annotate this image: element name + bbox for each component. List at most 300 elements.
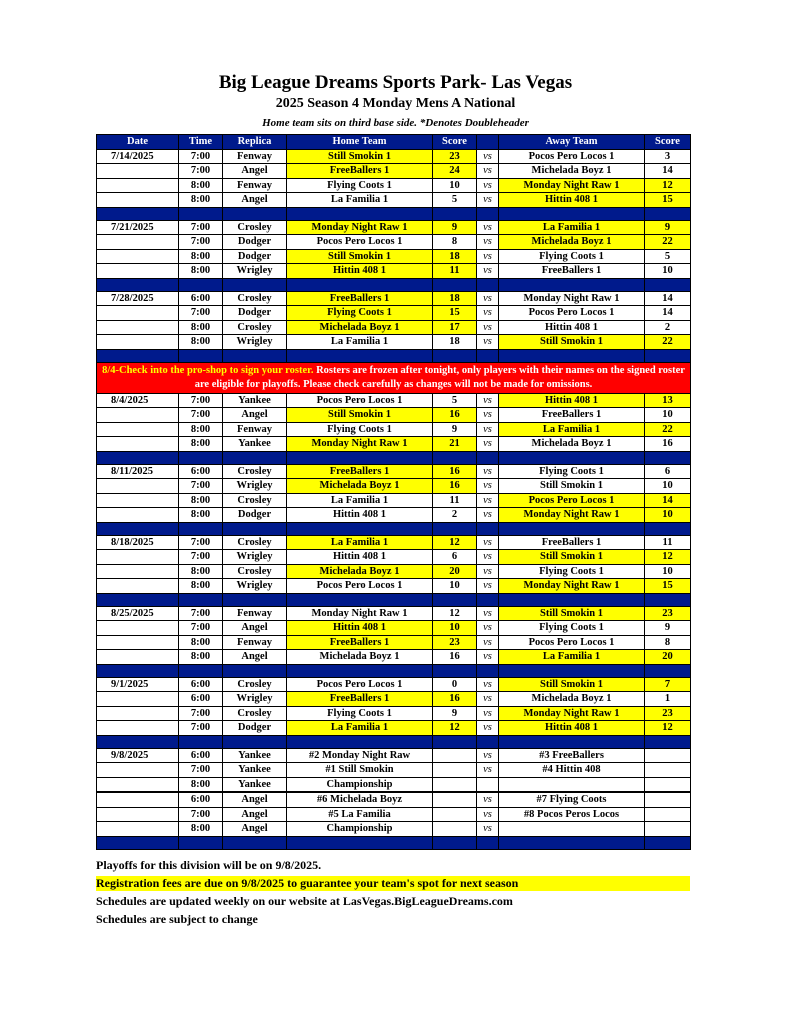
game-replica: Angel <box>223 408 287 423</box>
away-score: 12 <box>645 550 691 565</box>
home-score <box>433 792 477 807</box>
separator-cell <box>477 451 499 464</box>
away-score: 1 <box>645 692 691 707</box>
away-team: Pocos Pero Locos 1 <box>499 306 645 321</box>
home-team: Pocos Pero Locos 1 <box>287 393 433 408</box>
separator-cell <box>499 451 645 464</box>
home-team: Michelada Boyz 1 <box>287 479 433 494</box>
game-row <box>97 193 691 208</box>
vs-label: vs <box>477 493 499 508</box>
away-score: 9 <box>645 220 691 235</box>
separator-cell <box>477 664 499 677</box>
separator-cell <box>499 836 645 849</box>
game-replica: Angel <box>223 792 287 807</box>
vs-label: vs <box>477 178 499 193</box>
away-team: Hittin 408 1 <box>499 721 645 736</box>
home-team: FreeBallers 1 <box>287 692 433 707</box>
home-score: 17 <box>433 320 477 335</box>
game-time: 6:00 <box>179 291 223 306</box>
away-team: Monday Night Raw 1 <box>499 579 645 594</box>
vs-label: vs <box>477 479 499 494</box>
home-score: 12 <box>433 721 477 736</box>
away-score <box>645 748 691 763</box>
away-team: La Familia 1 <box>499 650 645 665</box>
col-header-home-team: Home Team <box>287 135 433 150</box>
separator-cell <box>433 593 477 606</box>
vs-label: vs <box>477 692 499 707</box>
game-replica: Wrigley <box>223 479 287 494</box>
separator-cell <box>499 664 645 677</box>
away-team: Still Smokin 1 <box>499 550 645 565</box>
game-date <box>97 493 179 508</box>
separator-cell <box>179 207 223 220</box>
game-date <box>97 721 179 736</box>
game-row <box>97 792 691 807</box>
game-time: 7:00 <box>179 393 223 408</box>
table-header-row <box>97 135 691 150</box>
game-date: 8/25/2025 <box>97 606 179 621</box>
separator-cell <box>433 451 477 464</box>
game-replica: Wrigley <box>223 579 287 594</box>
vs-label: vs <box>477 437 499 452</box>
game-date <box>97 479 179 494</box>
game-row <box>97 763 691 778</box>
separator-cell <box>287 593 433 606</box>
home-score <box>433 777 477 792</box>
separator-cell <box>287 664 433 677</box>
away-score: 7 <box>645 677 691 692</box>
game-replica: Yankee <box>223 437 287 452</box>
away-score: 10 <box>645 508 691 523</box>
game-replica: Fenway <box>223 422 287 437</box>
away-team: Pocos Pero Locos 1 <box>499 635 645 650</box>
separator-cell <box>287 349 433 362</box>
home-team: La Familia 1 <box>287 721 433 736</box>
separator-cell <box>645 735 691 748</box>
home-score: 9 <box>433 706 477 721</box>
game-replica: Crosley <box>223 220 287 235</box>
home-score: 8 <box>433 235 477 250</box>
separator-cell <box>223 349 287 362</box>
game-time: 8:00 <box>179 822 223 837</box>
schedule-body <box>97 149 691 849</box>
game-time: 6:00 <box>179 464 223 479</box>
game-row <box>97 479 691 494</box>
separator-cell <box>97 735 179 748</box>
away-score: 22 <box>645 235 691 250</box>
vs-label: vs <box>477 220 499 235</box>
separator-cell <box>97 664 179 677</box>
separator-cell <box>179 664 223 677</box>
game-row <box>97 621 691 636</box>
game-row <box>97 320 691 335</box>
separator-cell <box>477 836 499 849</box>
away-team: Monday Night Raw 1 <box>499 178 645 193</box>
away-score <box>645 763 691 778</box>
separator-cell <box>645 451 691 464</box>
game-time: 8:00 <box>179 264 223 279</box>
separator-cell <box>223 735 287 748</box>
game-date <box>97 193 179 208</box>
away-team: #4 Hittin 408 <box>499 763 645 778</box>
home-score: 9 <box>433 220 477 235</box>
home-team: La Familia 1 <box>287 335 433 350</box>
separator-cell <box>97 836 179 849</box>
game-time: 8:00 <box>179 508 223 523</box>
game-time: 7:00 <box>179 220 223 235</box>
vs-label: vs <box>477 508 499 523</box>
home-team: Flying Coots 1 <box>287 306 433 321</box>
home-score: 5 <box>433 193 477 208</box>
game-date <box>97 692 179 707</box>
game-replica: Dodger <box>223 508 287 523</box>
game-date <box>97 235 179 250</box>
schedule-table <box>96 134 690 850</box>
home-score: 11 <box>433 264 477 279</box>
game-time: 6:00 <box>179 677 223 692</box>
game-date <box>97 807 179 822</box>
game-replica: Dodger <box>223 721 287 736</box>
home-score: 18 <box>433 291 477 306</box>
game-row <box>97 706 691 721</box>
separator-cell <box>179 349 223 362</box>
week-separator <box>97 522 691 535</box>
col-header-time: Time <box>179 135 223 150</box>
game-row <box>97 164 691 179</box>
week-separator <box>97 278 691 291</box>
home-score: 16 <box>433 692 477 707</box>
game-replica: Crosley <box>223 564 287 579</box>
game-date: 9/8/2025 <box>97 748 179 763</box>
week-separator <box>97 664 691 677</box>
game-replica: Fenway <box>223 635 287 650</box>
vs-label: vs <box>477 550 499 565</box>
game-row <box>97 149 691 164</box>
home-score: 16 <box>433 479 477 494</box>
game-date <box>97 306 179 321</box>
separator-cell <box>179 836 223 849</box>
home-team: Hittin 408 1 <box>287 621 433 636</box>
game-row <box>97 606 691 621</box>
game-replica: Angel <box>223 822 287 837</box>
game-replica: Angel <box>223 193 287 208</box>
game-row <box>97 393 691 408</box>
home-score: 10 <box>433 579 477 594</box>
game-replica: Yankee <box>223 748 287 763</box>
game-time: 7:00 <box>179 550 223 565</box>
game-date <box>97 621 179 636</box>
home-score <box>433 763 477 778</box>
col-header-away-team: Away Team <box>499 135 645 150</box>
home-team: Flying Coots 1 <box>287 706 433 721</box>
separator-cell <box>287 836 433 849</box>
away-team: FreeBallers 1 <box>499 264 645 279</box>
game-replica: Angel <box>223 650 287 665</box>
home-score: 2 <box>433 508 477 523</box>
game-replica: Wrigley <box>223 264 287 279</box>
separator-cell <box>433 522 477 535</box>
separator-cell <box>645 349 691 362</box>
separator-cell <box>287 451 433 464</box>
home-team: Flying Coots 1 <box>287 178 433 193</box>
game-time: 8:00 <box>179 320 223 335</box>
game-date <box>97 264 179 279</box>
away-score <box>645 822 691 837</box>
game-date: 8/11/2025 <box>97 464 179 479</box>
away-team: Still Smokin 1 <box>499 677 645 692</box>
game-replica: Wrigley <box>223 335 287 350</box>
away-score: 9 <box>645 621 691 636</box>
vs-label: vs <box>477 422 499 437</box>
col-header-vs <box>477 135 499 150</box>
game-replica: Yankee <box>223 763 287 778</box>
game-time: 7:00 <box>179 164 223 179</box>
page-subtitle: 2025 Season 4 Monday Mens A National <box>275 96 516 111</box>
game-replica: Angel <box>223 621 287 636</box>
game-row <box>97 822 691 837</box>
vs-label: vs <box>477 264 499 279</box>
away-team <box>499 777 645 792</box>
away-score: 22 <box>645 335 691 350</box>
away-team: Monday Night Raw 1 <box>499 291 645 306</box>
game-row <box>97 422 691 437</box>
separator-cell <box>223 664 287 677</box>
away-team: La Familia 1 <box>499 422 645 437</box>
game-replica: Angel <box>223 807 287 822</box>
game-replica: Yankee <box>223 777 287 792</box>
vs-label: vs <box>477 408 499 423</box>
separator-cell <box>645 593 691 606</box>
home-team: Flying Coots 1 <box>287 422 433 437</box>
separator-cell <box>223 207 287 220</box>
home-score: 16 <box>433 650 477 665</box>
game-time: 8:00 <box>179 777 223 792</box>
game-row <box>97 550 691 565</box>
home-score: 21 <box>433 437 477 452</box>
home-team: Michelada Boyz 1 <box>287 650 433 665</box>
vs-label: vs <box>477 306 499 321</box>
away-score: 2 <box>645 320 691 335</box>
game-row <box>97 508 691 523</box>
separator-cell <box>97 451 179 464</box>
game-replica: Fenway <box>223 178 287 193</box>
game-time: 7:00 <box>179 408 223 423</box>
home-score: 18 <box>433 249 477 264</box>
home-team: FreeBallers 1 <box>287 464 433 479</box>
separator-cell <box>477 278 499 291</box>
home-score: 11 <box>433 493 477 508</box>
game-time: 8:00 <box>179 635 223 650</box>
vs-label: vs <box>477 164 499 179</box>
vs-label: vs <box>477 621 499 636</box>
home-team: Still Smokin 1 <box>287 149 433 164</box>
home-score: 9 <box>433 422 477 437</box>
separator-cell <box>97 593 179 606</box>
game-date <box>97 508 179 523</box>
week-separator <box>97 593 691 606</box>
col-header-away-score: Score <box>645 135 691 150</box>
home-team: #5 La Familia <box>287 807 433 822</box>
separator-cell <box>477 593 499 606</box>
away-team: Michelada Boyz 1 <box>499 235 645 250</box>
col-header-date: Date <box>97 135 179 150</box>
game-row <box>97 249 691 264</box>
home-team: Monday Night Raw 1 <box>287 437 433 452</box>
roster-notice <box>97 362 691 393</box>
week-separator <box>97 207 691 220</box>
home-team: Pocos Pero Locos 1 <box>287 235 433 250</box>
separator-cell <box>287 735 433 748</box>
separator-cell <box>433 278 477 291</box>
game-row <box>97 807 691 822</box>
vs-label: vs <box>477 792 499 807</box>
vs-label: vs <box>477 748 499 763</box>
separator-cell <box>433 349 477 362</box>
separator-cell <box>287 522 433 535</box>
separator-cell <box>477 349 499 362</box>
away-score: 23 <box>645 706 691 721</box>
home-score <box>433 822 477 837</box>
game-row <box>97 335 691 350</box>
separator-cell <box>97 522 179 535</box>
home-team: #6 Michelada Boyz <box>287 792 433 807</box>
away-team: Still Smokin 1 <box>499 335 645 350</box>
col-header-replica: Replica <box>223 135 287 150</box>
home-team: Michelada Boyz 1 <box>287 564 433 579</box>
separator-cell <box>179 593 223 606</box>
vs-label: vs <box>477 464 499 479</box>
game-date <box>97 249 179 264</box>
game-time: 6:00 <box>179 748 223 763</box>
home-team: Hittin 408 1 <box>287 508 433 523</box>
home-team: Pocos Pero Locos 1 <box>287 677 433 692</box>
separator-cell <box>179 522 223 535</box>
game-date: 8/18/2025 <box>97 535 179 550</box>
game-date <box>97 579 179 594</box>
away-team: La Familia 1 <box>499 220 645 235</box>
away-team: Michelada Boyz 1 <box>499 437 645 452</box>
away-score: 10 <box>645 479 691 494</box>
away-team: Michelada Boyz 1 <box>499 692 645 707</box>
separator-cell <box>287 278 433 291</box>
home-team: Monday Night Raw 1 <box>287 606 433 621</box>
game-row <box>97 692 691 707</box>
home-score: 10 <box>433 621 477 636</box>
vs-label: vs <box>477 535 499 550</box>
home-score: 5 <box>433 393 477 408</box>
page-title: Big League Dreams Sports Park- Las Vegas <box>218 72 573 93</box>
away-score: 5 <box>645 249 691 264</box>
vs-label: vs <box>477 635 499 650</box>
game-replica: Crosley <box>223 493 287 508</box>
away-team: Hittin 408 1 <box>499 320 645 335</box>
separator-cell <box>223 278 287 291</box>
roster-notice-text: Rosters are frozen after tonight, only players with their names on the signed roster are eligible for playoffs. Please check carefully as changes will not be made for omissions. <box>194 364 685 390</box>
game-replica: Crosley <box>223 320 287 335</box>
home-score: 23 <box>433 149 477 164</box>
game-row <box>97 178 691 193</box>
game-row <box>97 748 691 763</box>
separator-cell <box>179 451 223 464</box>
separator-cell <box>433 735 477 748</box>
away-team: Monday Night Raw 1 <box>499 706 645 721</box>
game-row <box>97 535 691 550</box>
separator-cell <box>645 207 691 220</box>
away-team: Michelada Boyz 1 <box>499 164 645 179</box>
game-time: 8:00 <box>179 335 223 350</box>
away-score: 15 <box>645 193 691 208</box>
separator-cell <box>499 593 645 606</box>
game-replica: Angel <box>223 164 287 179</box>
vs-label: vs <box>477 650 499 665</box>
away-team <box>499 822 645 837</box>
away-score: 6 <box>645 464 691 479</box>
vs-label: vs <box>477 579 499 594</box>
home-team: #2 Monday Night Raw <box>287 748 433 763</box>
home-team: Hittin 408 1 <box>287 264 433 279</box>
separator-cell <box>97 278 179 291</box>
away-team: Flying Coots 1 <box>499 564 645 579</box>
game-row <box>97 493 691 508</box>
away-team: Monday Night Raw 1 <box>499 508 645 523</box>
home-team: La Familia 1 <box>287 193 433 208</box>
separator-cell <box>499 735 645 748</box>
game-time: 8:00 <box>179 249 223 264</box>
game-date <box>97 550 179 565</box>
separator-cell <box>499 278 645 291</box>
away-score: 15 <box>645 579 691 594</box>
vs-label: vs <box>477 393 499 408</box>
home-team: #1 Still Smokin <box>287 763 433 778</box>
away-team: Hittin 408 1 <box>499 193 645 208</box>
game-date <box>97 408 179 423</box>
game-time: 7:00 <box>179 706 223 721</box>
game-time: 8:00 <box>179 564 223 579</box>
home-score: 10 <box>433 178 477 193</box>
game-replica: Crosley <box>223 677 287 692</box>
game-time: 7:00 <box>179 621 223 636</box>
vs-label: vs <box>477 807 499 822</box>
game-date: 9/1/2025 <box>97 677 179 692</box>
game-row <box>97 408 691 423</box>
vs-label: vs <box>477 606 499 621</box>
home-team: FreeBallers 1 <box>287 635 433 650</box>
separator-cell <box>97 349 179 362</box>
game-replica: Dodger <box>223 306 287 321</box>
away-team: #8 Pocos Peros Locos <box>499 807 645 822</box>
game-replica: Crosley <box>223 706 287 721</box>
away-team: Hittin 408 1 <box>499 393 645 408</box>
away-team: Flying Coots 1 <box>499 249 645 264</box>
game-row <box>97 291 691 306</box>
away-score: 14 <box>645 306 691 321</box>
home-score: 16 <box>433 464 477 479</box>
vs-label: vs <box>477 335 499 350</box>
game-replica: Dodger <box>223 235 287 250</box>
game-time: 7:00 <box>179 306 223 321</box>
home-score: 6 <box>433 550 477 565</box>
away-team: #3 FreeBallers <box>499 748 645 763</box>
game-time: 8:00 <box>179 422 223 437</box>
footer-registration: Registration fees are due on 9/8/2025 to guarantee your team's spot for next season <box>96 876 690 891</box>
game-date <box>97 650 179 665</box>
game-row <box>97 650 691 665</box>
game-time: 7:00 <box>179 721 223 736</box>
home-score: 18 <box>433 335 477 350</box>
away-score <box>645 792 691 807</box>
game-date <box>97 777 179 792</box>
game-time: 7:00 <box>179 479 223 494</box>
